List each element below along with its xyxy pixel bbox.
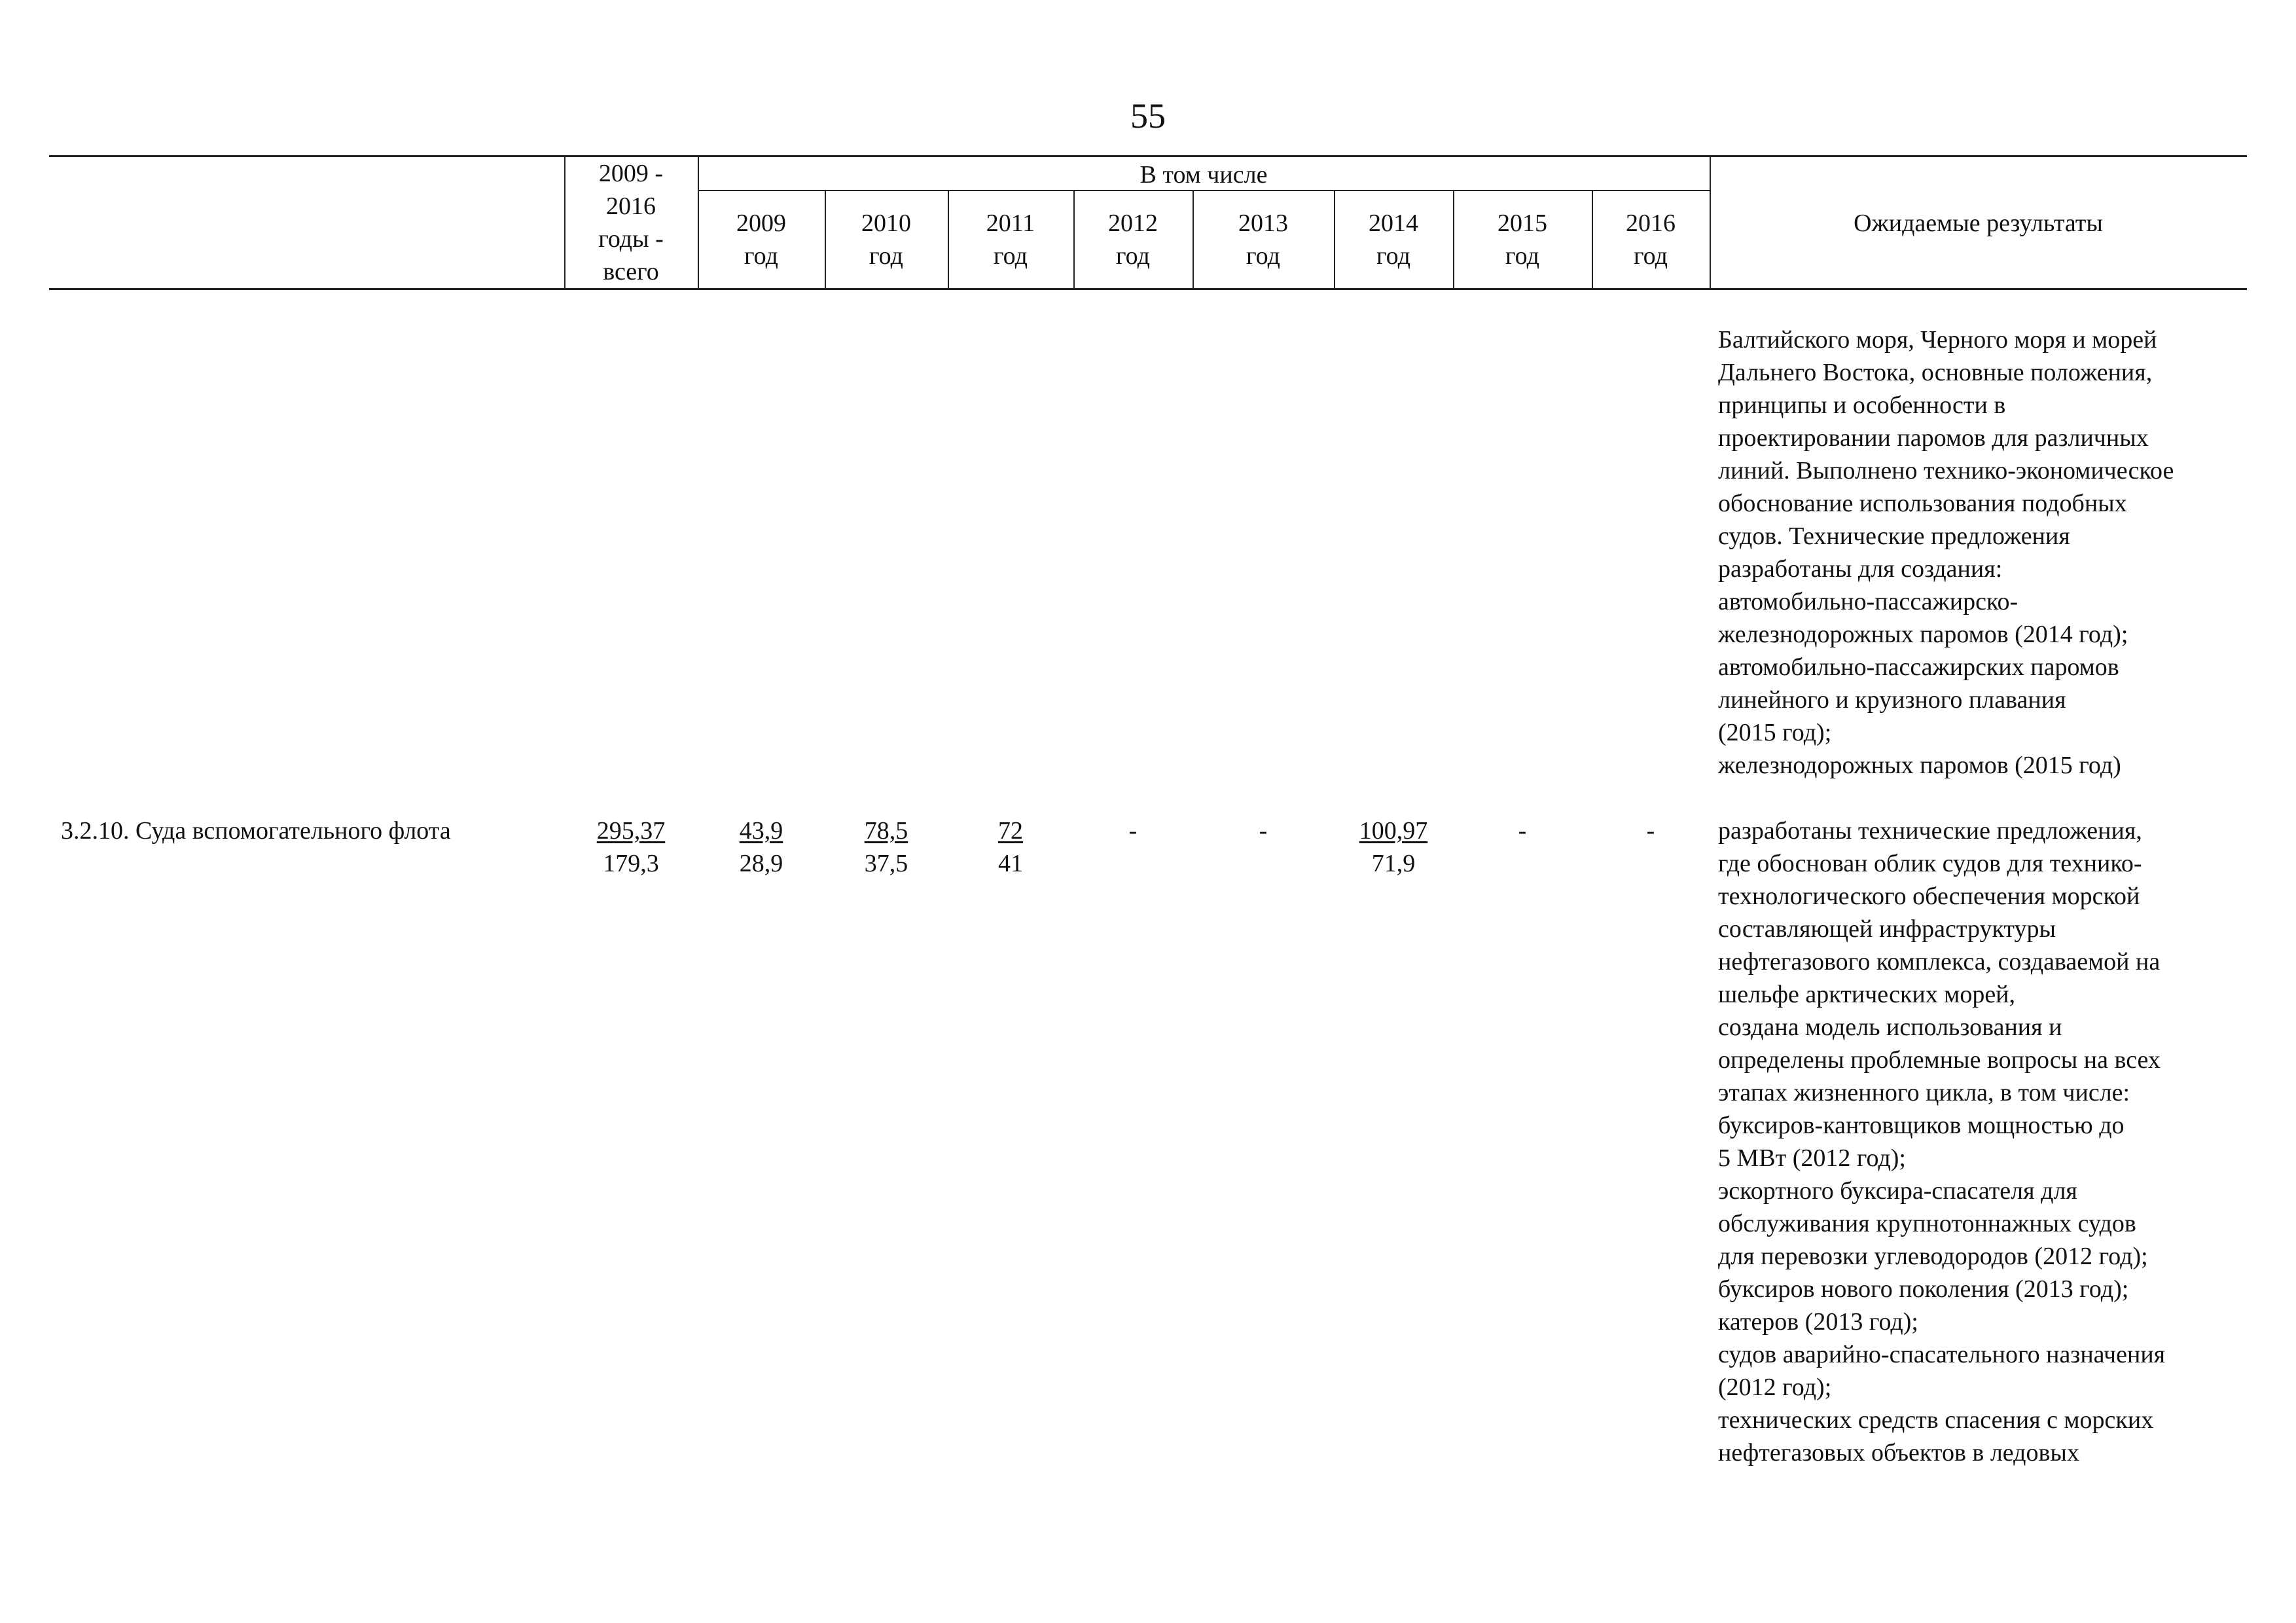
header-year-2012: 2012 год [1108,210,1158,270]
result-line: этапах жизненного цикла, в том числе: [1718,1079,2130,1106]
value-top: 295,37 [596,817,666,845]
row-value-2011 [948,814,1073,880]
result-line: буксиров-кантовщиков мощностью до [1718,1112,2125,1139]
result-line: составляющей инфраструктуры [1718,915,2056,943]
result-line: Балтийского моря, Черного моря и морей [1718,326,2157,354]
page-number: 55 [1130,96,1166,136]
header-total: 2009 - 2016 годы - всего [598,160,664,285]
result-line: линий. Выполнено технико-экономическое [1718,457,2174,484]
value-top: - [1259,817,1268,845]
result-line: (2012 год); [1718,1374,1832,1401]
header-year-2013: 2013 год [1238,210,1288,270]
row-value-2010 [825,814,948,880]
header-year-2014: 2014 год [1369,210,1418,270]
result-line: нефтегазовых объектов в ледовых [1718,1439,2079,1467]
result-line: Дальнего Востока, основные положения, [1718,359,2153,386]
result-line: линейного и круизного плавания [1718,686,2066,714]
result-line: нефтегазового комплекса, создаваемой на [1718,948,2161,976]
row-results [1718,814,2281,1469]
row-value-2009 [698,814,825,880]
value-top: 100,97 [1359,817,1428,845]
row-value-2016 [1592,814,1710,847]
result-line: разработаны для создания: [1718,555,2003,583]
result-line: железнодорожных паромов (2015 год) [1718,752,2121,779]
result-line: буксиров нового поколения (2013 год); [1718,1275,2129,1303]
value-bottom: 71,9 [1371,850,1416,877]
header-results: Ожидаемые результаты [1854,210,2103,237]
result-line: обслуживания крупнотоннажных судов [1718,1210,2136,1237]
result-line: 5 МВт (2012 год); [1718,1144,1906,1172]
result-line: эскортного буксира-спасателя для [1718,1177,2077,1205]
header-year-2015: 2015 год [1498,210,1547,270]
value-top: 43,9 [739,817,783,845]
row-value-2014 [1334,814,1453,880]
result-line: железнодорожных паромов (2014 год); [1718,621,2128,648]
row-label: 3.2.10. Суда вспомогательного флота [61,817,451,845]
value-bottom: 179,3 [603,850,659,877]
value-top: - [1646,817,1655,845]
value-top: - [1128,817,1138,845]
result-line: технических средств спасения с морских [1718,1406,2154,1434]
result-line: катеров (2013 год); [1718,1308,1918,1336]
row-total [564,814,698,880]
row-value-2012 [1073,814,1193,847]
result-line: принципы и особенности в [1718,392,2006,419]
result-line: (2015 год); [1718,719,1832,746]
header-year-2016: 2016 год [1626,210,1676,270]
header-year-2011: 2011 год [986,210,1035,270]
value-top: 72 [998,817,1023,845]
header-year-2010: 2010 год [861,210,911,270]
result-line: судов. Технические предложения [1718,522,2070,550]
header-bottom-rule [49,288,2247,290]
result-line: создана модель использования и [1718,1013,2062,1041]
value-top: - [1518,817,1527,845]
value-bottom: 41 [998,850,1023,877]
row-value-2015 [1453,814,1592,847]
result-line: проектировании паромов для различных [1718,424,2149,452]
value-top: 78,5 [864,817,908,845]
result-line: судов аварийно-спасательного назначения [1718,1341,2166,1368]
header-group-label: В том числе [1139,161,1268,189]
result-line: автомобильно-пассажирско- [1718,588,2018,615]
result-line: определены проблемные вопросы на всех [1718,1046,2161,1074]
result-line: для перевозки углеводородов (2012 год); [1718,1243,2148,1270]
row-value-2013 [1193,814,1334,847]
table-top-rule [49,155,2247,157]
result-line: где обоснован облик судов для технико- [1718,850,2142,877]
result-line: разработаны технические предложения, [1718,817,2142,845]
continued-results [1718,323,2281,782]
value-bottom: 28,9 [739,850,783,877]
result-line: шельфе арктических морей, [1718,981,2016,1008]
value-bottom: 37,5 [864,850,908,877]
result-line: технологического обеспечения морской [1718,883,2140,910]
result-line: автомобильно-пассажирских паромов [1718,653,2119,681]
result-line: обоснование использования подобных [1718,490,2127,517]
header-year-2009: 2009 год [736,210,786,270]
